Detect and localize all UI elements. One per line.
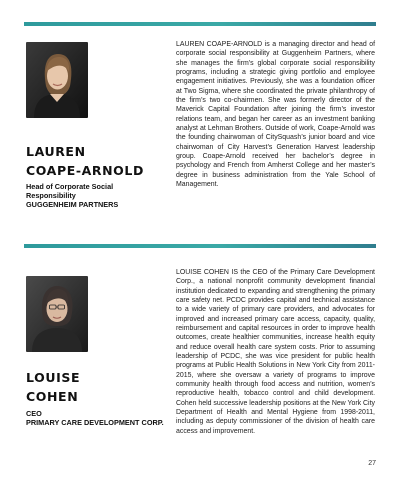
role-line-1: Head of Corporate Social: [26, 182, 114, 191]
person-role: [26, 409, 174, 427]
section-divider-top: [24, 22, 376, 26]
name-line-2: COHEN: [26, 389, 79, 404]
person-bio: LOUISE COHEN IS the CEO of the Primary Care Development Corp., a national nonprofit community development financial institution dedicated to expanding and strengthening the primary care safety net. PCDC provides capital and technical assistance to a wide variety of primary care providers, and advocates for improved and increased primary care access, capacity, quality, reimbursement and capital resources in order to improve health outcomes, create healthier communities, increase health equity and reduce overall health care system costs. Prior to assuming leadership of PCDC, she was vice president for public health programs at Public Health Solutions in New York City from 2011-2015, where she oversaw a variety of programs to improve community health through food access and nutrition, women’s reproductive health, tobacco control and child development. Cohen held successive leadership positions at the New York City Department of Health and Mental Hygiene from 1998-2011, including as deputy commissioner of the division of health care access and improvement.: [176, 269, 375, 435]
organization: PRIMARY CARE DEVELOPMENT CORP.: [26, 418, 164, 428]
name-line-2: COAPE-ARNOLD: [26, 163, 144, 178]
role-line-1: CEO: [26, 409, 42, 418]
role-line-2: Responsibility: [26, 191, 76, 201]
person-role: [26, 182, 174, 210]
section-divider-middle: [24, 244, 376, 248]
portrait-image: [26, 42, 88, 118]
name-line-1: LAUREN: [26, 144, 86, 159]
person-name: [26, 142, 161, 180]
person-bio: LAUREN COAPE-ARNOLD is a managing director and head of corporate social responsibility at Guggenheim Partners, where she manages the firm’s global corporate social responsibility programs, including a strategic giving portfolio and employee engagement initiatives. Previously, she was a foundation officer at Two Sigma, where she coordinated the private philanthropy of the firm’s two co-chairmen. She was formerly director of the Maverick Capital Foundation after joining the firm’s investor relations team, and began her career as an investment banking analyst at Lehman Brothers. Outside of work, Coape-Arnold was the founding chairwoman of CitySquash’s junior board and vice chairwoman of City Harvest’s Generation Harvest leadership group. Coape-Arnold received her bachelor’s degree in psychology and French from Amherst College and her master’s degree in business administration from the Yale School of Management.: [176, 41, 375, 188]
portrait-louise-cohen: [26, 276, 88, 352]
organization: GUGGENHEIM PARTNERS: [26, 200, 119, 210]
portrait-image: [26, 276, 88, 352]
portrait-lauren-coape-arnold: [26, 42, 88, 118]
person-name: [26, 368, 161, 406]
name-line-1: LOUISE: [26, 370, 81, 385]
page-number: 27: [368, 460, 376, 467]
